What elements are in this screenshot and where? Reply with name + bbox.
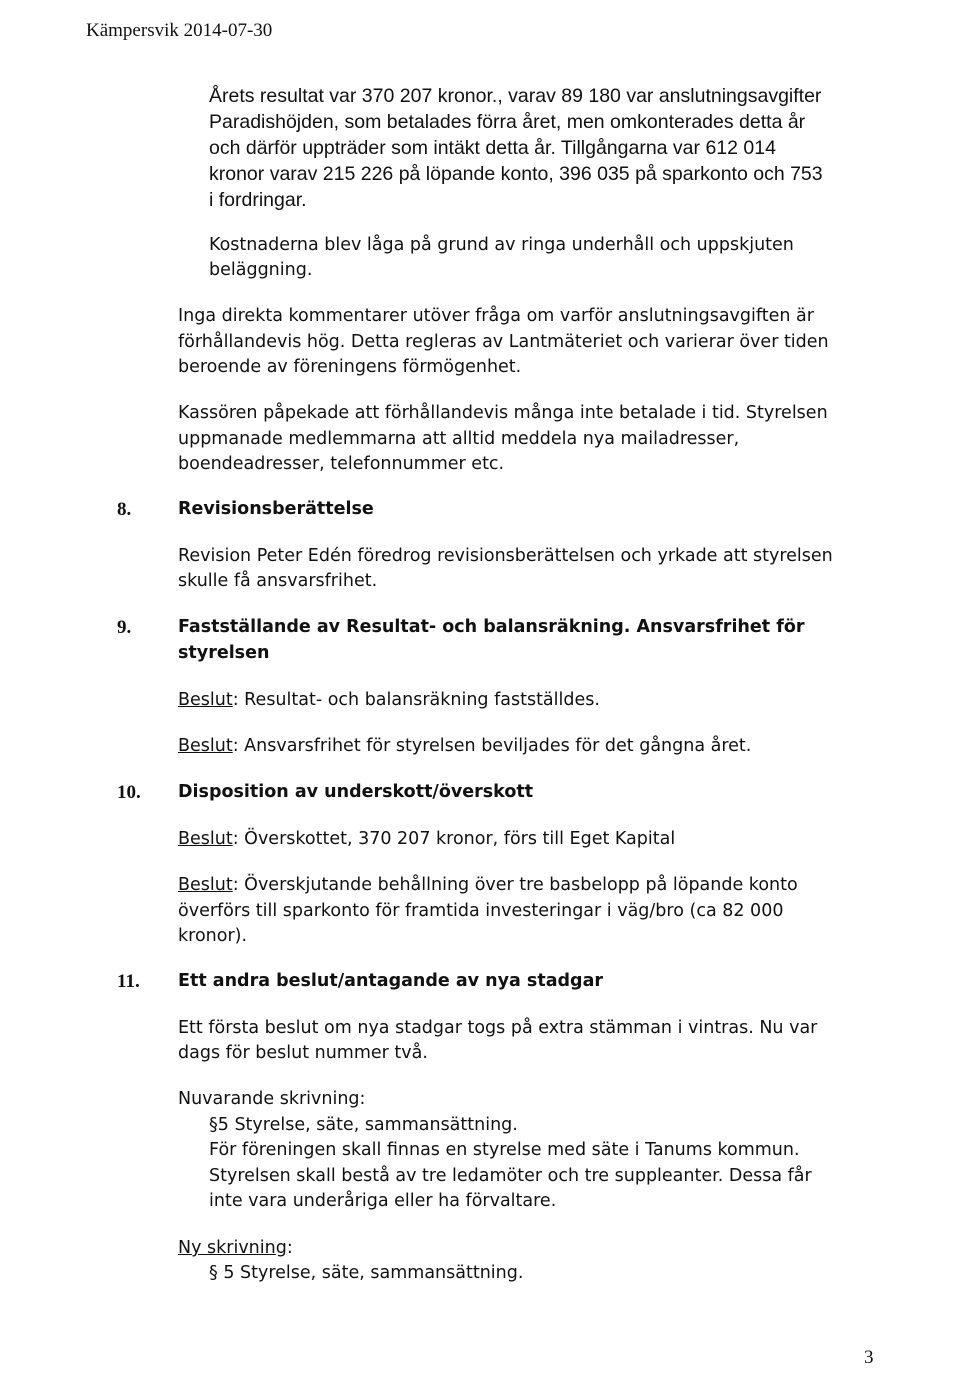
current-wording-label: Nuvarande skrivning: [178, 1089, 366, 1109]
section-9-heading-line-1: Fastställande av Resultat- och balansräkning. Ansvarsfrihet för [178, 617, 805, 637]
decision-label: Beslut [178, 829, 233, 849]
comments-paragraph-line-3: beroende av föreningens förmögenhet. [178, 357, 522, 377]
current-wording-line-1: §5 Styrelse, säte, sammansättning. [209, 1115, 518, 1135]
costs-paragraph-line-1: Kostnaderna blev låga på grund av ringa underhåll och uppskjuten [209, 235, 794, 255]
comments-paragraph-line-1: Inga direkta kommentarer utöver fråga om varför anslutningsavgiften är [178, 306, 814, 326]
decision-discharge [178, 736, 751, 756]
decision-text: : Överskottet, 370 207 kronor, förs till Eget Kapital [232, 829, 676, 849]
current-wording-line-4: inte vara underåriga eller ha förvaltare. [209, 1191, 557, 1211]
section-10-heading: Disposition av underskott/överskott [178, 782, 534, 802]
decision-text: : Resultat- och balansräkning fastställdes. [232, 690, 600, 710]
section-11-heading: Ett andra beslut/antagande av nya stadgar [178, 971, 604, 991]
decision-transfer-line-3: kronor). [178, 926, 248, 946]
decision-label: Beslut [178, 875, 233, 895]
new-wording-label-text: Ny skrivning [178, 1238, 287, 1258]
section-10-number: 10. [117, 782, 141, 803]
results-paragraph-line-2: Paradishöjden, som betalades förra året, men omkonterades detta år [209, 111, 806, 133]
audit-paragraph-line-2: skulle få ansvarsfrihet. [178, 571, 378, 591]
section-8-number: 8. [117, 499, 132, 520]
decision-balance-sheet [178, 690, 600, 710]
results-paragraph-line-4: kronor varav 215 226 på löpande konto, 396 035 på sparkonto och 753 [209, 163, 823, 185]
section-9-heading-line-2: styrelsen [178, 643, 270, 663]
audit-paragraph-line-1: Revision Peter Edén föredrog revisionsberättelsen och yrkade att styrelsen [178, 546, 833, 566]
page-number: 3 [864, 1347, 874, 1368]
running-header: Kämpersvik 2014-07-30 [86, 20, 273, 41]
new-wording-line-1: § 5 Styrelse, säte, sammansättning. [209, 1263, 524, 1283]
results-paragraph-line-3: och därför uppträder som intäkt detta år. Tillgångarna var 612 014 [209, 137, 776, 159]
results-paragraph-line-5: i fordringar. [209, 189, 307, 211]
statutes-intro-line-1: Ett första beslut om nya stadgar togs på extra stämman i vintras. Nu var [178, 1018, 818, 1038]
current-wording-line-3: Styrelsen skall bestå av tre ledamöter och tre suppleanter. Dessa får [209, 1166, 812, 1186]
results-paragraph-line-1: Årets resultat var 370 207 kronor., varav 89 180 var anslutningsavgifter [209, 85, 822, 107]
costs-paragraph-line-2: beläggning. [209, 260, 313, 280]
section-8-heading: Revisionsberättelse [178, 499, 374, 519]
decision-label: Beslut [178, 690, 233, 710]
decision-transfer-line-2: överförs till sparkonto för framtida investeringar i väg/bro (ca 82 000 [178, 901, 784, 921]
decision-transfer-line-1 [178, 875, 798, 895]
statutes-intro-line-2: dags för beslut nummer två. [178, 1043, 428, 1063]
comments-paragraph-line-2: förhållandevis hög. Detta regleras av Lantmäteriet och varierar över tiden [178, 332, 829, 352]
section-9-number: 9. [117, 617, 132, 638]
treasurer-paragraph-line-2: uppmanade medlemmarna att alltid meddela nya mailadresser, [178, 429, 740, 449]
treasurer-paragraph-line-1: Kassören påpekade att förhållandevis många inte betalade i tid. Styrelsen [178, 403, 828, 423]
decision-surplus [178, 829, 675, 849]
new-wording-label [178, 1238, 293, 1258]
current-wording-line-2: För föreningen skall finnas en styrelse med säte i Tanums kommun. [209, 1140, 800, 1160]
treasurer-paragraph-line-3: boendeadresser, telefonnummer etc. [178, 454, 505, 474]
decision-text: : Överskjutande behållning över tre basbelopp på löpande konto [232, 875, 798, 895]
new-wording-label-colon: : [286, 1238, 293, 1258]
decision-label: Beslut [178, 736, 233, 756]
decision-text: : Ansvarsfrihet för styrelsen beviljades för det gångna året. [232, 736, 752, 756]
section-11-number: 11. [117, 971, 140, 992]
